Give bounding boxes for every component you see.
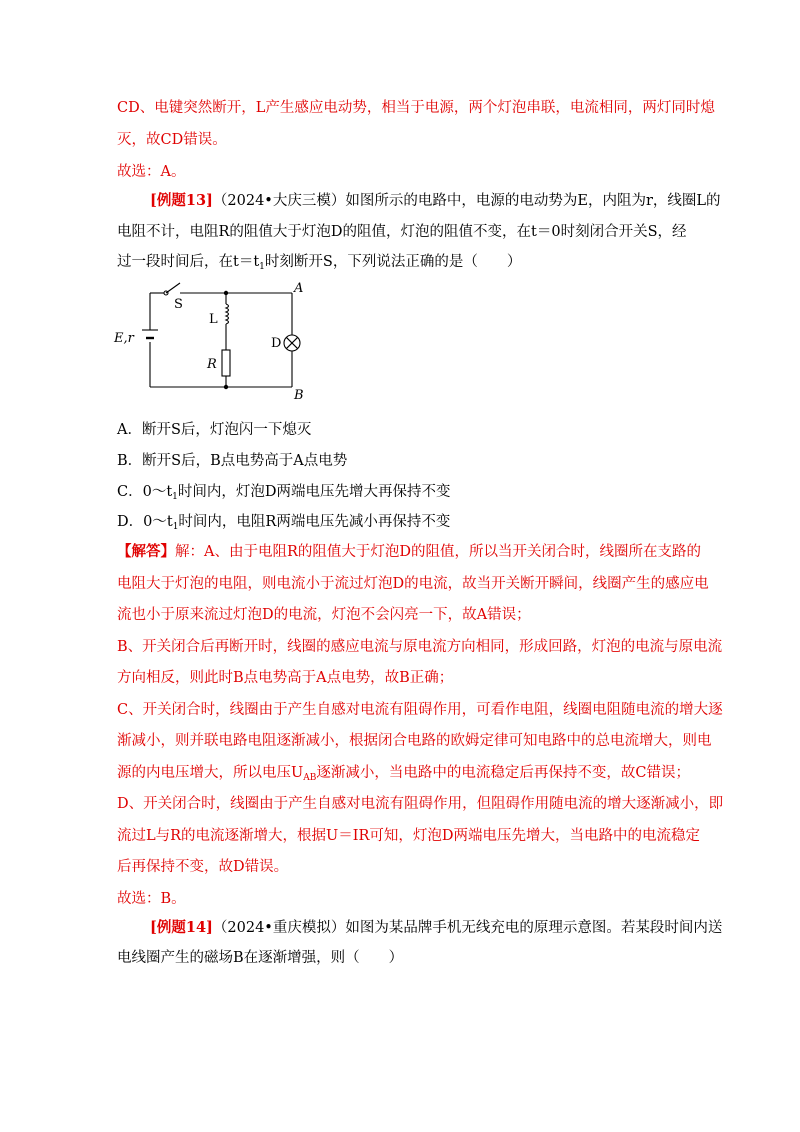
example13-intro: （2024•大庆三模）如图所示的电路中，电源的电动势为E，内阻为r，线圈L的: [212, 193, 721, 209]
solution-line6: C、开关闭合时，线圈由于产生自感对电流有阻碍作用，可看作电阻，线圈电阻随电流的增大逐: [117, 702, 723, 718]
option-c-a: C．0～t: [117, 484, 173, 500]
solution-line3: 流也小于原来流过灯泡D的电流，灯泡不会闪亮一下，故A错误；: [117, 607, 531, 623]
option-d-sub: 1: [172, 522, 179, 532]
answer-cd-line2: 灭，故CD错误。: [117, 132, 227, 148]
option-c-sub: 1: [172, 492, 178, 502]
solution-line4: B、开关闭合后再断开时，线圈的感应电流与原电流方向相同，形成回路，灯泡的电流与原电流: [117, 639, 723, 655]
option-a: A．断开S后，灯泡闪一下熄灭: [117, 422, 312, 438]
switch-blade: [166, 283, 180, 293]
solution-line8-sub: AB: [303, 773, 317, 783]
solution-line7: 渐减小，则并联电路电阻逐渐减小，根据闭合电路的欧姆定律可知电路中的总电流增大，则电: [117, 733, 712, 749]
solution-line8-b: 逐渐减小，当电路中的电流稳定后再保持不变，故C错误；: [316, 765, 690, 781]
example14-intro: （2024•重庆模拟）如图为某品牌手机无线充电的原理示意图。若某段时间内送: [212, 920, 723, 936]
solution-line9: D、开关闭合时，线圈由于产生自感对电流有阻碍作用，但阻碍作用随电流的增大逐渐减小，即: [117, 796, 724, 812]
solution-line1-text: 解：A、由于电阻R的阻值大于灯泡D的阻值，所以当开关闭合时，线圈所在支路的: [175, 544, 702, 560]
example13-line3-sub: 1: [259, 262, 265, 272]
option-b: B．断开S后，B点电势高于A点电势: [117, 453, 348, 469]
example13-tag: [例题13]: [150, 192, 213, 209]
solution-line10: 流过L与R的电流逐渐增大，根据U＝IR可知，灯泡D两端电压先增大，当电路中的电流稳定: [117, 828, 701, 844]
solution-line5: 方向相反，则此时B点电势高于A点电势，故B正确；: [117, 670, 454, 686]
answer-choice-b: 故选：B。: [117, 891, 186, 907]
option-d-b: 时间内，电阻R两端电压先减小再保持不变: [178, 514, 451, 530]
solution-line8-a: 源的内电压增大，所以电压U: [117, 765, 304, 781]
solution-line11: 后再保持不变，故D错误。: [117, 859, 289, 875]
label-b: B: [294, 388, 304, 400]
solution-line2: 电阻大于灯泡的电阻，则电流小于流过灯泡D的电流，故当开关断开瞬间，线圈产生的感应电: [117, 576, 709, 592]
example13-line2: 电阻不计，电阻R的阻值大于灯泡D的阻值，灯泡的阻值不变，在t＝0时刻闭合开关S，经: [117, 224, 687, 240]
answer-cd-line1: CD、电键突然断开，L产生感应电动势，相当于电源，两个灯泡串联，电流相同，两灯同时熄: [117, 100, 715, 116]
label-l: L: [209, 312, 218, 327]
inductor-coil: [226, 304, 229, 324]
example13-line3-b: 时刻断开S，下列说法正确的是（ ）: [264, 254, 522, 270]
option-c-b: 时间内，灯泡D两端电压先增大再保持不变: [177, 484, 451, 500]
junction-bottom: [224, 385, 228, 389]
option-d-a: D．0～t: [117, 514, 173, 530]
solution-tag: 【解答】: [117, 543, 175, 560]
example14-line1: [150, 918, 722, 938]
example14-tag: [例题14]: [150, 919, 213, 936]
label-s: S: [174, 297, 183, 312]
junction-top: [224, 291, 228, 295]
solution-line1: [117, 542, 701, 562]
label-er: E,r: [114, 331, 134, 346]
option-d: [117, 512, 450, 532]
example13-line3: [117, 252, 521, 272]
circuit-diagram: [108, 280, 328, 400]
example13-line3-a: 过一段时间后，在t＝t: [117, 254, 260, 270]
solution-line8: [117, 763, 690, 783]
label-a: A: [294, 281, 304, 296]
example14-line2: 电线圈产生的磁场B在逐渐增强，则（ ）: [117, 950, 404, 966]
resistor-r: [222, 350, 230, 376]
label-d: D: [271, 336, 282, 351]
answer-choice-a: 故选：A。: [117, 164, 186, 180]
option-c: [117, 482, 451, 502]
example13-line1: [150, 191, 721, 211]
label-r: R: [207, 357, 217, 372]
